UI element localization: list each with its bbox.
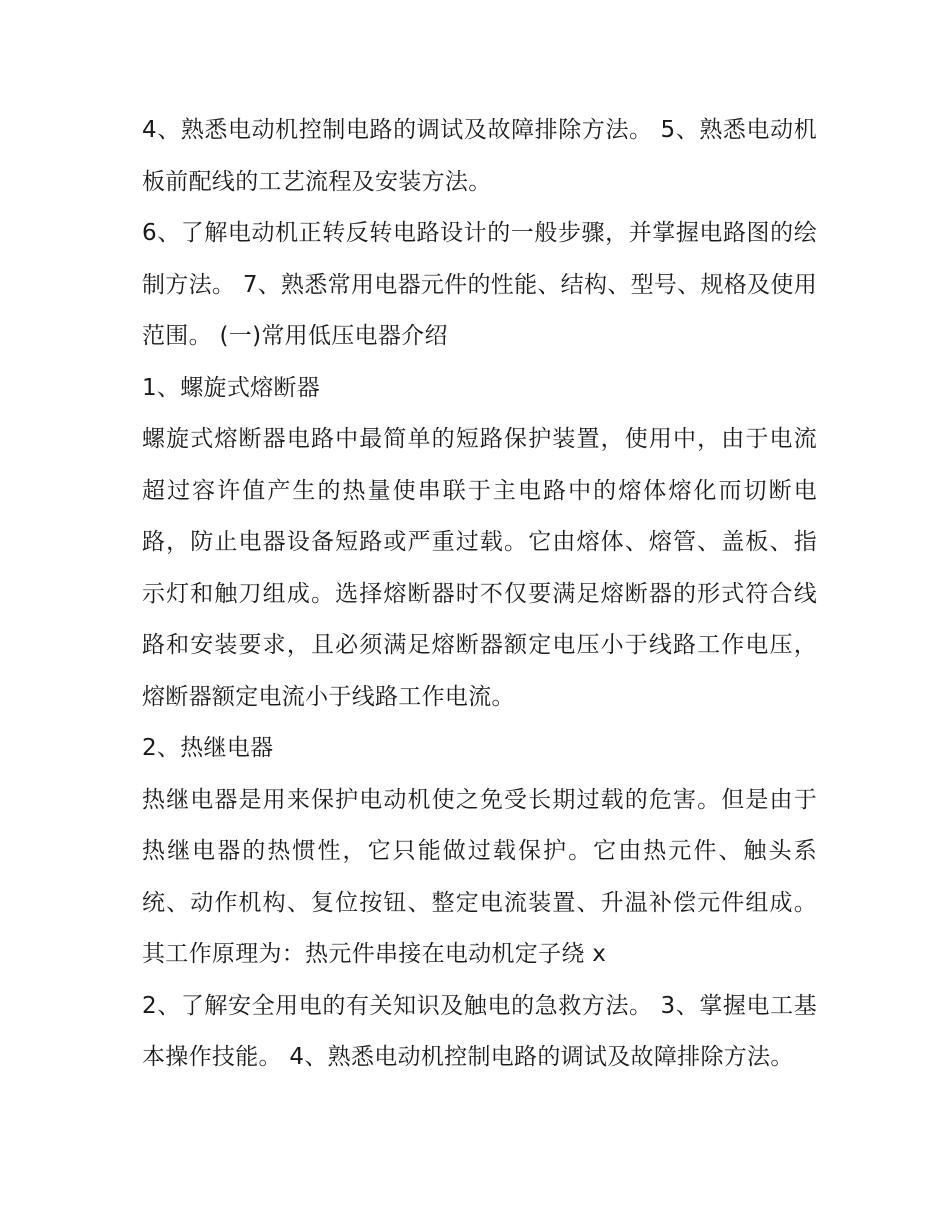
heading-screw-fuse: 1、螺旋式熔断器	[142, 374, 321, 401]
paragraph-forward-reverse-circuit: 6、了解电动机正转反转电路设计的一般步骤，并掌握电路图的绘制方法。 7、熟悉常用电器元件的性能、结构、型号、规格及使用范围。 (一)常用低压电器介绍	[142, 220, 817, 349]
paragraph-screw-fuse: 螺旋式熔断器电路中最简单的短路保护装置，使用中，由于电流超过容许值产生的热量使串联于主电路中的熔体熔化而切断电路，防止电器设备短路或严重过载。它由熔体、熔管、盖板、指示灯和触刀组成。选择熔断器时不仅要满足熔断器的形式符合线路和安装要求，且必须满足熔断器额定电压小于线路工作电压，熔断器额定电流小于线路工作电流。	[142, 426, 817, 710]
paragraph-thermal-relay: 热继电器是用来保护电动机使之免受长期过载的危害。但是由于热继电器的热惯性，它只能做过载保护。它由热元件、触头系统、动作机构、复位按钮、整定电流装置、升温补偿元件组成。其工作原理为：热元件串接在电动机定子绕 x	[142, 786, 817, 967]
document-body	[142, 105, 817, 1084]
paragraph-safety-and-skills: 2、了解安全用电的有关知识及触电的急救方法。 3、掌握电工基本操作技能。 4、熟悉电动机控制电路的调试及故障排除方法。	[142, 992, 817, 1070]
heading-thermal-relay: 2、热继电器	[142, 735, 274, 761]
paragraph-motor-debug-and-wiring: 4、熟悉电动机控制电路的调试及故障排除方法。 5、熟悉电动机板前配线的工艺流程及安装方法。	[142, 117, 817, 195]
